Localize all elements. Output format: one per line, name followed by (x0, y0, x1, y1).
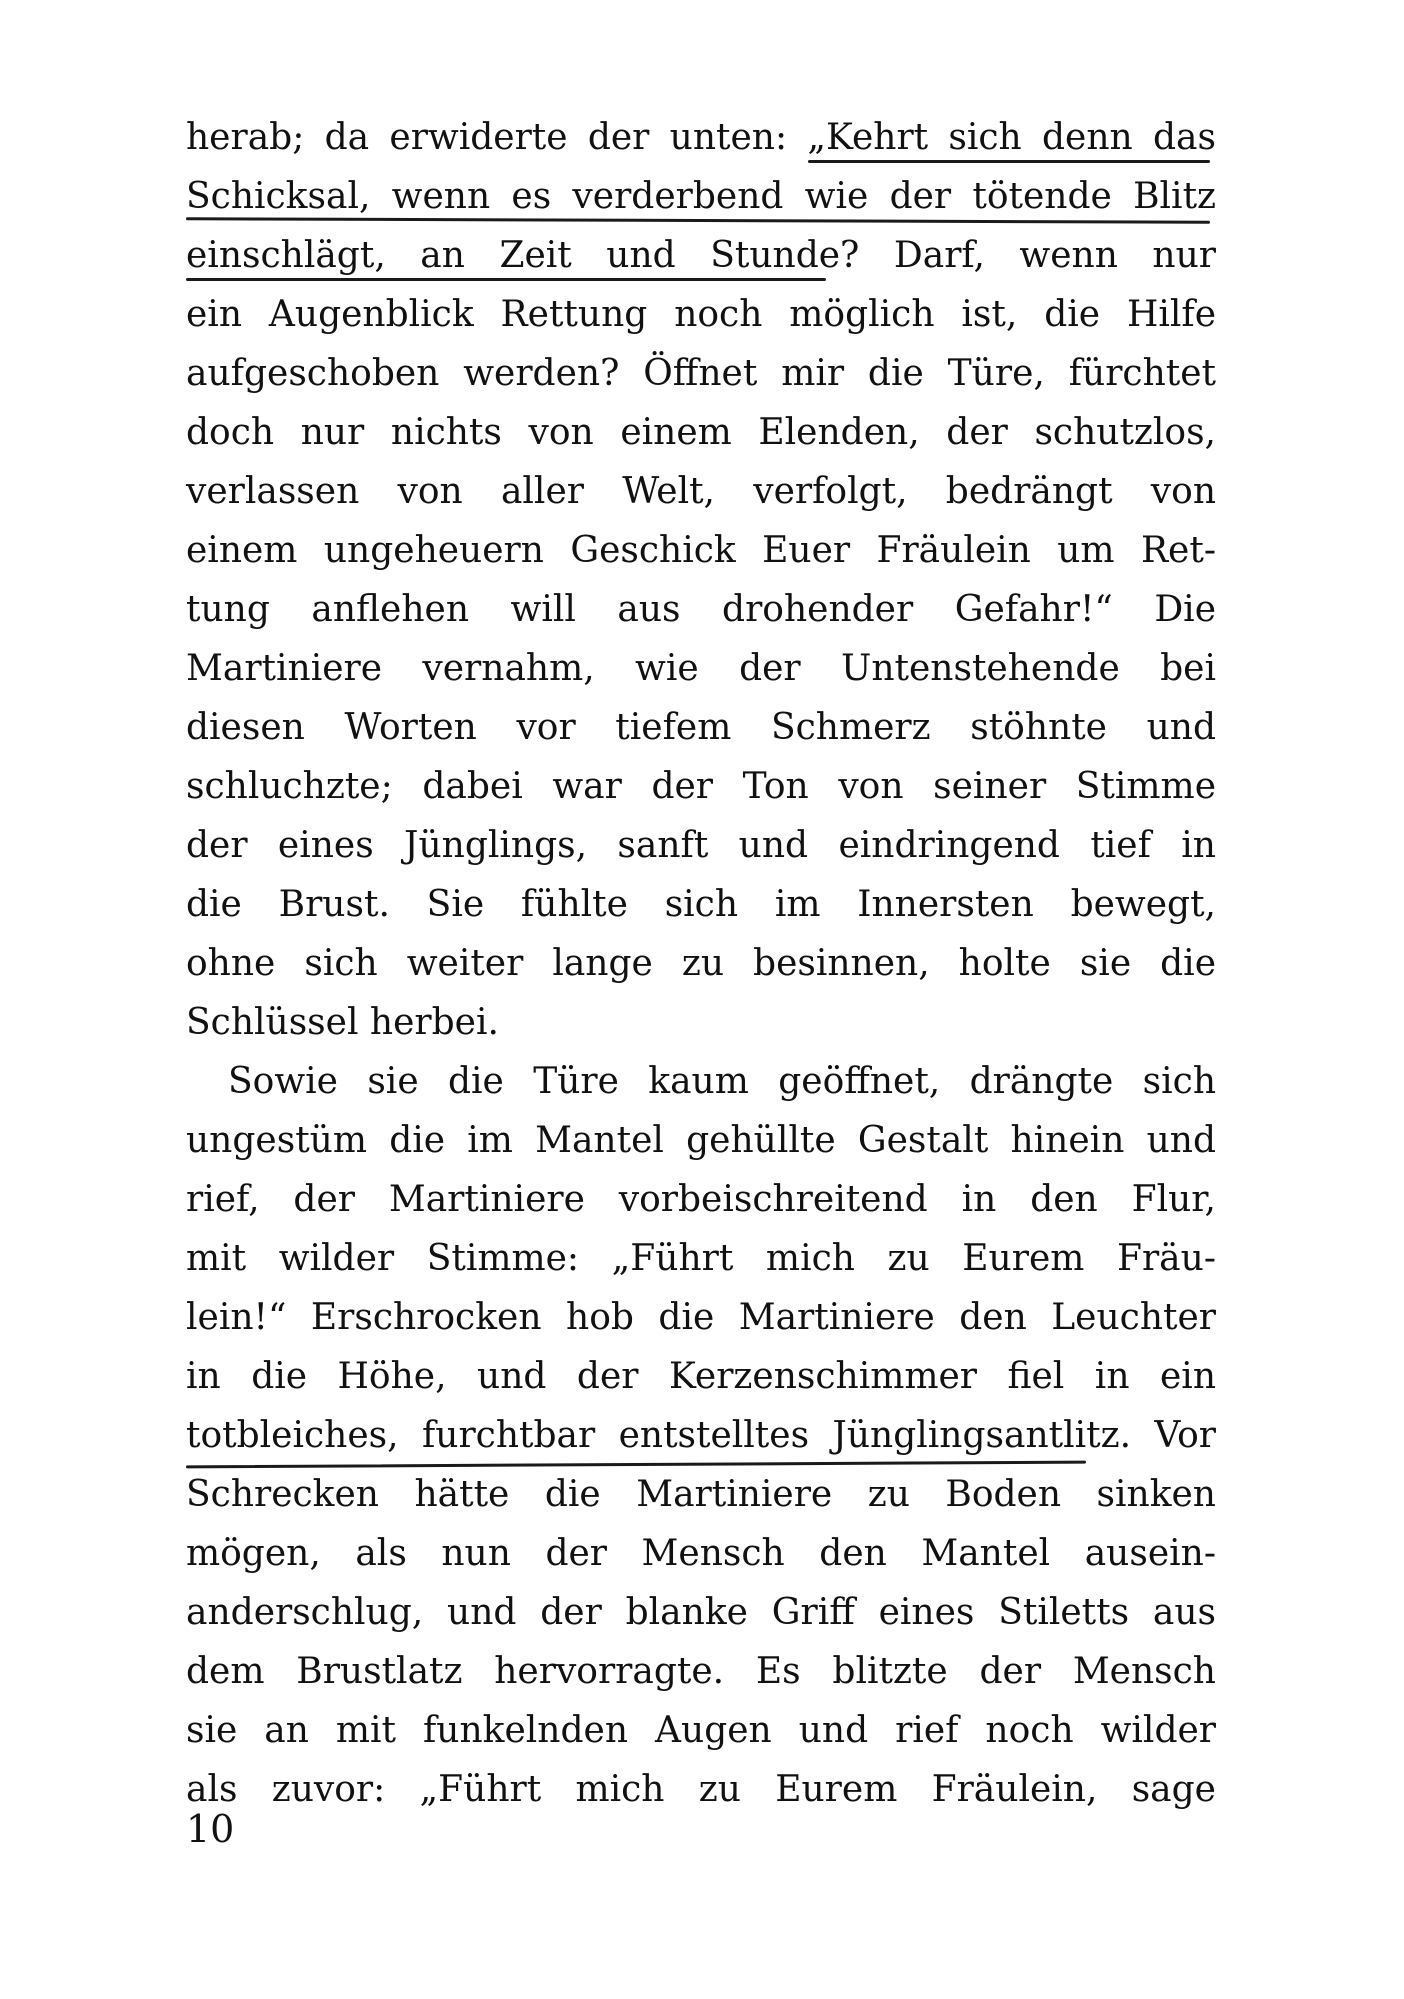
text-line-22: in die Höhe, und der Kerzenschimmer fiel in ein (186, 1356, 1216, 1397)
text-line-9: tung anflehen will aus drohender Gefahr!“ Die (186, 589, 1216, 630)
text-line-12: schluchzte; dabei war der Ton von seiner Stimme (186, 766, 1216, 807)
text-line-21: lein!“ Erschrocken hob die Martiniere den Leuchter (186, 1297, 1216, 1338)
text-line-1: herab; da erwiderte der unten: „Kehrt sich denn das (186, 117, 1216, 158)
text-line-28: sie an mit funkelnden Augen und rief noch wilder (186, 1710, 1216, 1751)
text-line-18: ungestüm die im Mantel gehüllte Gestalt hinein und (186, 1120, 1216, 1161)
text-line-10: Martiniere vernahm, wie der Untenstehende bei (186, 648, 1216, 689)
text-line-4: ein Augenblick Rettung noch möglich ist, die Hilfe (186, 294, 1216, 335)
text-line-13: der eines Jünglings, sanft und eindringend tief in (186, 825, 1216, 866)
text-line-2: Schicksal, wenn es verderbend wie der tötende Blitz (186, 176, 1216, 217)
body-text (186, 108, 1216, 1819)
text-line-3: einschlägt, an Zeit und Stunde? Darf, wenn nur (186, 235, 1216, 276)
page-number: 10 (186, 1807, 235, 1851)
pen-underline-mark (808, 160, 1210, 163)
text-line-11: diesen Worten vor tiefem Schmerz stöhnte und (186, 707, 1216, 748)
text-line-29: als zuvor: „Führt mich zu Eurem Fräulein, sage (186, 1769, 1216, 1810)
text-line-15: ohne sich weiter lange zu besinnen, holte sie die (186, 943, 1216, 984)
text-line-8: einem ungeheuern Geschick Euer Fräulein um Ret- (186, 530, 1216, 571)
text-line-14: die Brust. Sie fühlte sich im Innersten bewegt, (186, 884, 1216, 925)
text-line-6: doch nur nichts von einem Elenden, der schutzlos, (186, 412, 1216, 453)
text-line-27: dem Brustlatz hervorragte. Es blitzte der Mensch (186, 1651, 1216, 1692)
text-line-7: verlassen von aller Welt, verfolgt, bedrängt von (186, 471, 1216, 512)
text-line-23: totbleiches, furchtbar entstelltes Jünglingsantlitz. Vor (186, 1415, 1216, 1456)
text-line-26: anderschlug, und der blanke Griff eines Stiletts aus (186, 1592, 1216, 1633)
text-line-17: Sowie sie die Türe kaum geöffnet, drängte sich (228, 1061, 1216, 1102)
text-line-5: aufgeschoben werden? Öffnet mir die Türe, fürchtet (186, 353, 1216, 394)
text-line-20: mit wilder Stimme: „Führt mich zu Eurem Fräu- (186, 1238, 1216, 1279)
text-line-25: mögen, als nun der Mensch den Mantel ausein- (186, 1533, 1216, 1574)
pen-underline-mark (186, 278, 826, 281)
text-line-19: rief, der Martiniere vorbeischreitend in den Flur, (186, 1179, 1216, 1220)
text-line-24: Schrecken hätte die Martiniere zu Boden sinken (186, 1474, 1216, 1515)
text-line-16: Schlüssel herbei. (186, 1002, 499, 1043)
